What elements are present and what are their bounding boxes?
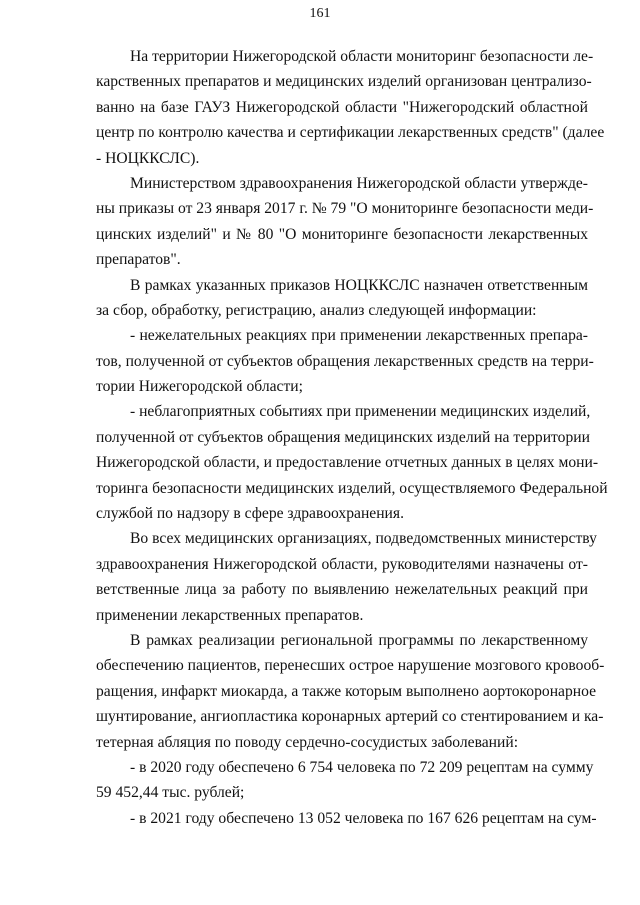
text-line: Во всех медицинских организациях, подведомственных министерству bbox=[130, 530, 597, 548]
text-line: тов, полученной от субъектов обращения лекарственных средств на терри- bbox=[96, 352, 594, 370]
text-line: ны приказы от 23 января 2017 г. № 79 "О мониторинге безопасности меди- bbox=[96, 200, 594, 218]
text-line: - в 2021 году обеспечено 13 052 человека по 167 626 рецептам на сум- bbox=[130, 809, 597, 827]
text-line: - нежелательных реакциях при применении лекарственных препара- bbox=[130, 327, 588, 345]
text-line: Министерством здравоохранения Нижегородской области утвержде- bbox=[130, 174, 588, 192]
text-line: тории Нижегородской области; bbox=[96, 378, 303, 396]
text-line: Нижегородской области, и предоставление отчетных данных в целях мони- bbox=[96, 454, 599, 472]
text-line: цинских изделий" и № 80 "О мониторинге безопасности лекарственных bbox=[96, 225, 588, 243]
text-line: здравоохранения Нижегородской области, руководителями назначены от- bbox=[96, 555, 588, 573]
text-line: торинга безопасности медицинских изделий, осуществляемого Федеральной bbox=[96, 479, 608, 497]
text-line: ванно на базе ГАУЗ Нижегородской области "Нижегородский областной bbox=[96, 98, 588, 116]
text-line: - в 2020 году обеспечено 6 754 человека по 72 209 рецептам на сумму bbox=[130, 758, 594, 776]
text-line: за сбор, обработку, регистрацию, анализ следующей информации: bbox=[96, 301, 537, 319]
text-line: шунтирование, ангиопластика коронарных артерий со стентированием и ка- bbox=[96, 708, 604, 726]
text-line: ращения, инфаркт миокарда, а также которым выполнено аортокоронарное bbox=[96, 682, 597, 700]
text-line: применении лекарственных препаратов. bbox=[96, 606, 364, 624]
page-number: 161 bbox=[309, 6, 331, 21]
text-line: - неблагоприятных событиях при применении медицинских изделий, bbox=[130, 403, 591, 421]
text-line: центр по контролю качества и сертификации лекарственных средств" (далее bbox=[96, 124, 605, 142]
text-line: полученной от субъектов обращения медицинских изделий на территории bbox=[96, 428, 590, 446]
text-line: В рамках указанных приказов НОЦККСЛС назначен ответственным bbox=[130, 276, 588, 294]
text-line: препаратов". bbox=[96, 251, 181, 269]
text-line: тетерная абляция по поводу сердечно-сосудистых заболеваний: bbox=[96, 733, 519, 751]
text-line: обеспечению пациентов, перенесших острое нарушение мозгового кровооб- bbox=[96, 657, 605, 675]
text-line: - НОЦККСЛС). bbox=[96, 149, 200, 167]
body-text bbox=[96, 44, 608, 831]
text-line: карственных препаратов и медицинских изделий организован централизо- bbox=[96, 73, 592, 91]
text-line: 59 452,44 тыс. рублей; bbox=[96, 784, 245, 802]
text-line: службой по надзору в сфере здравоохранения. bbox=[96, 505, 404, 523]
text-line: На территории Нижегородской области мониторинг безопасности ле- bbox=[130, 48, 594, 65]
text-line: В рамках реализации региональной программы по лекарственному bbox=[130, 631, 588, 649]
text-line: ветственные лица за работу по выявлению нежелательных реакций при bbox=[96, 581, 588, 599]
